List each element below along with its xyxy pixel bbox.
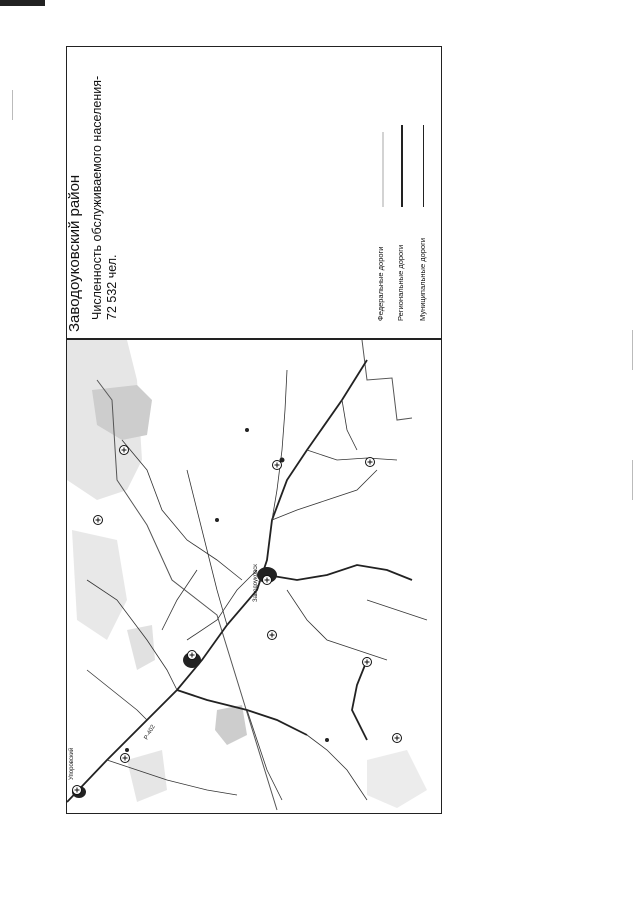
legend-swatch-regional	[401, 125, 403, 207]
place-label-uporovsky: Упоровский	[69, 747, 75, 780]
district-road-map	[67, 340, 441, 812]
district-title: Заводоуковский район	[66, 174, 83, 332]
population-label: Численность обслуживаемого населения-	[90, 75, 104, 320]
legend-swatch-municipal	[423, 125, 424, 207]
legend-label-municipal: Муниципальные дороги	[418, 237, 427, 321]
road-label-p402: Р-402	[143, 724, 157, 741]
medical-cross-icon	[73, 446, 402, 795]
population-value: 72 532 чел.	[105, 254, 119, 320]
scan-edge-mark	[632, 330, 633, 370]
place-label-zavodoukovsk: Заводоуковск	[253, 564, 259, 602]
legend-swatch-federal	[382, 132, 384, 207]
scan-edge-mark	[12, 90, 13, 120]
scan-corner-mark	[0, 0, 45, 6]
legend-label-federal: Федеральные дороги	[376, 246, 385, 321]
forest-areas	[67, 340, 427, 808]
legend-label-regional: Региональные дороги	[396, 244, 405, 321]
scan-edge-mark	[632, 460, 633, 500]
